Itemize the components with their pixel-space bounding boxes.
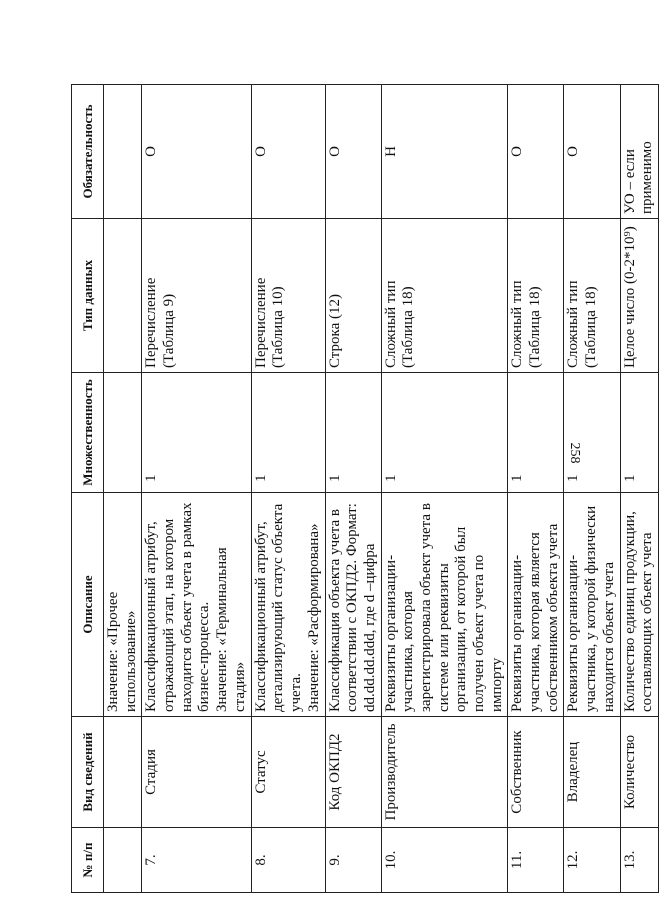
cell-type bbox=[104, 219, 142, 373]
table-row bbox=[381, 85, 508, 893]
table-row bbox=[564, 85, 620, 893]
header-mult: Множественность bbox=[72, 373, 104, 493]
table-row bbox=[508, 85, 564, 893]
cell-req: О bbox=[251, 85, 325, 219]
cell-kind bbox=[104, 717, 142, 828]
cell-num: 10. bbox=[381, 828, 508, 893]
table-row bbox=[325, 85, 381, 893]
cell-num: 12. bbox=[564, 828, 620, 893]
cell-req: УО – если применимо bbox=[620, 85, 658, 219]
cell-type: Строка (12) bbox=[325, 219, 381, 373]
header-desc: Описание bbox=[72, 493, 104, 717]
cell-desc: Реквизиты организации-участника, которая зарегистрировала объект учета в системе или реквизиты организации, от которой был получен объект учета по импорту bbox=[381, 493, 508, 717]
cell-type: Сложный тип (Таблица 18) bbox=[508, 219, 564, 373]
cell-desc: Количество единиц продукции, составляющих объект учета bbox=[620, 493, 658, 717]
cell-req: Н bbox=[381, 85, 508, 219]
cell-kind: Собственник bbox=[508, 717, 564, 828]
cell-desc: Реквизиты организации-участника, которая является собственником объекта учета bbox=[508, 493, 564, 717]
cell-num bbox=[104, 828, 142, 893]
cell-kind: Количество bbox=[620, 717, 658, 828]
cell-req: О bbox=[325, 85, 381, 219]
header-kind: Вид сведений bbox=[72, 717, 104, 828]
cell-desc: Классификационный атрибут, детализирующий статус объекта учета. Значение: «Расформирована» bbox=[251, 493, 325, 717]
cell-mult: 1 bbox=[251, 373, 325, 493]
cell-mult bbox=[104, 373, 142, 493]
cell-kind: Владелец bbox=[564, 717, 620, 828]
cell-req: О bbox=[508, 85, 564, 219]
cell-kind: Производитель bbox=[381, 717, 508, 828]
cell-mult: 1 bbox=[381, 373, 508, 493]
cell-num: 11. bbox=[508, 828, 564, 893]
cell-kind: Стадия bbox=[142, 717, 251, 828]
cell-mult: 1 bbox=[142, 373, 251, 493]
cell-desc: Классификация объекта учета в соответствии с ОКПД2. Формат: dd.dd.dd.ddd, где d –цифра bbox=[325, 493, 381, 717]
header-num: № п/п bbox=[72, 828, 104, 893]
cell-type: Перечисление (Таблица 10) bbox=[251, 219, 325, 373]
cell-mult: 1 bbox=[325, 373, 381, 493]
cell-num: 7. bbox=[142, 828, 251, 893]
page-number: 258 bbox=[567, 442, 582, 464]
cell-req: О bbox=[564, 85, 620, 219]
table-row bbox=[620, 85, 658, 893]
cell-type: Перечисление (Таблица 9) bbox=[142, 219, 251, 373]
cell-type: Целое число (0-2*10⁹) bbox=[620, 219, 658, 373]
cell-desc: Классификационный атрибут, отражающий этап, на котором находится объект учета в рамках бизнес-процесса. Значение: «Терминальная стадия» bbox=[142, 493, 251, 717]
cell-kind: Статус bbox=[251, 717, 325, 828]
header-req: Обязательность bbox=[72, 85, 104, 219]
cell-num: 9. bbox=[325, 828, 381, 893]
cell-req: О bbox=[142, 85, 251, 219]
cell-mult: 1 bbox=[508, 373, 564, 493]
cell-type: Сложный тип (Таблица 18) bbox=[381, 219, 508, 373]
cell-req bbox=[104, 85, 142, 219]
cell-num: 8. bbox=[251, 828, 325, 893]
cell-type: Сложный тип (Таблица 18) bbox=[564, 219, 620, 373]
table-row bbox=[104, 85, 142, 893]
table-row bbox=[251, 85, 325, 893]
cell-num: 13. bbox=[620, 828, 658, 893]
data-table bbox=[71, 84, 659, 893]
table-header-row bbox=[72, 85, 104, 893]
cell-mult: 1 bbox=[564, 373, 620, 493]
cell-desc: Реквизиты организации-участника, у которой физически находится объект учета bbox=[564, 493, 620, 717]
header-type: Тип данных bbox=[72, 219, 104, 373]
cell-kind: Код ОКПД2 bbox=[325, 717, 381, 828]
table-row bbox=[142, 85, 251, 893]
cell-mult: 1 bbox=[620, 373, 658, 493]
cell-desc: Значение: «Прочее использование» bbox=[104, 493, 142, 717]
